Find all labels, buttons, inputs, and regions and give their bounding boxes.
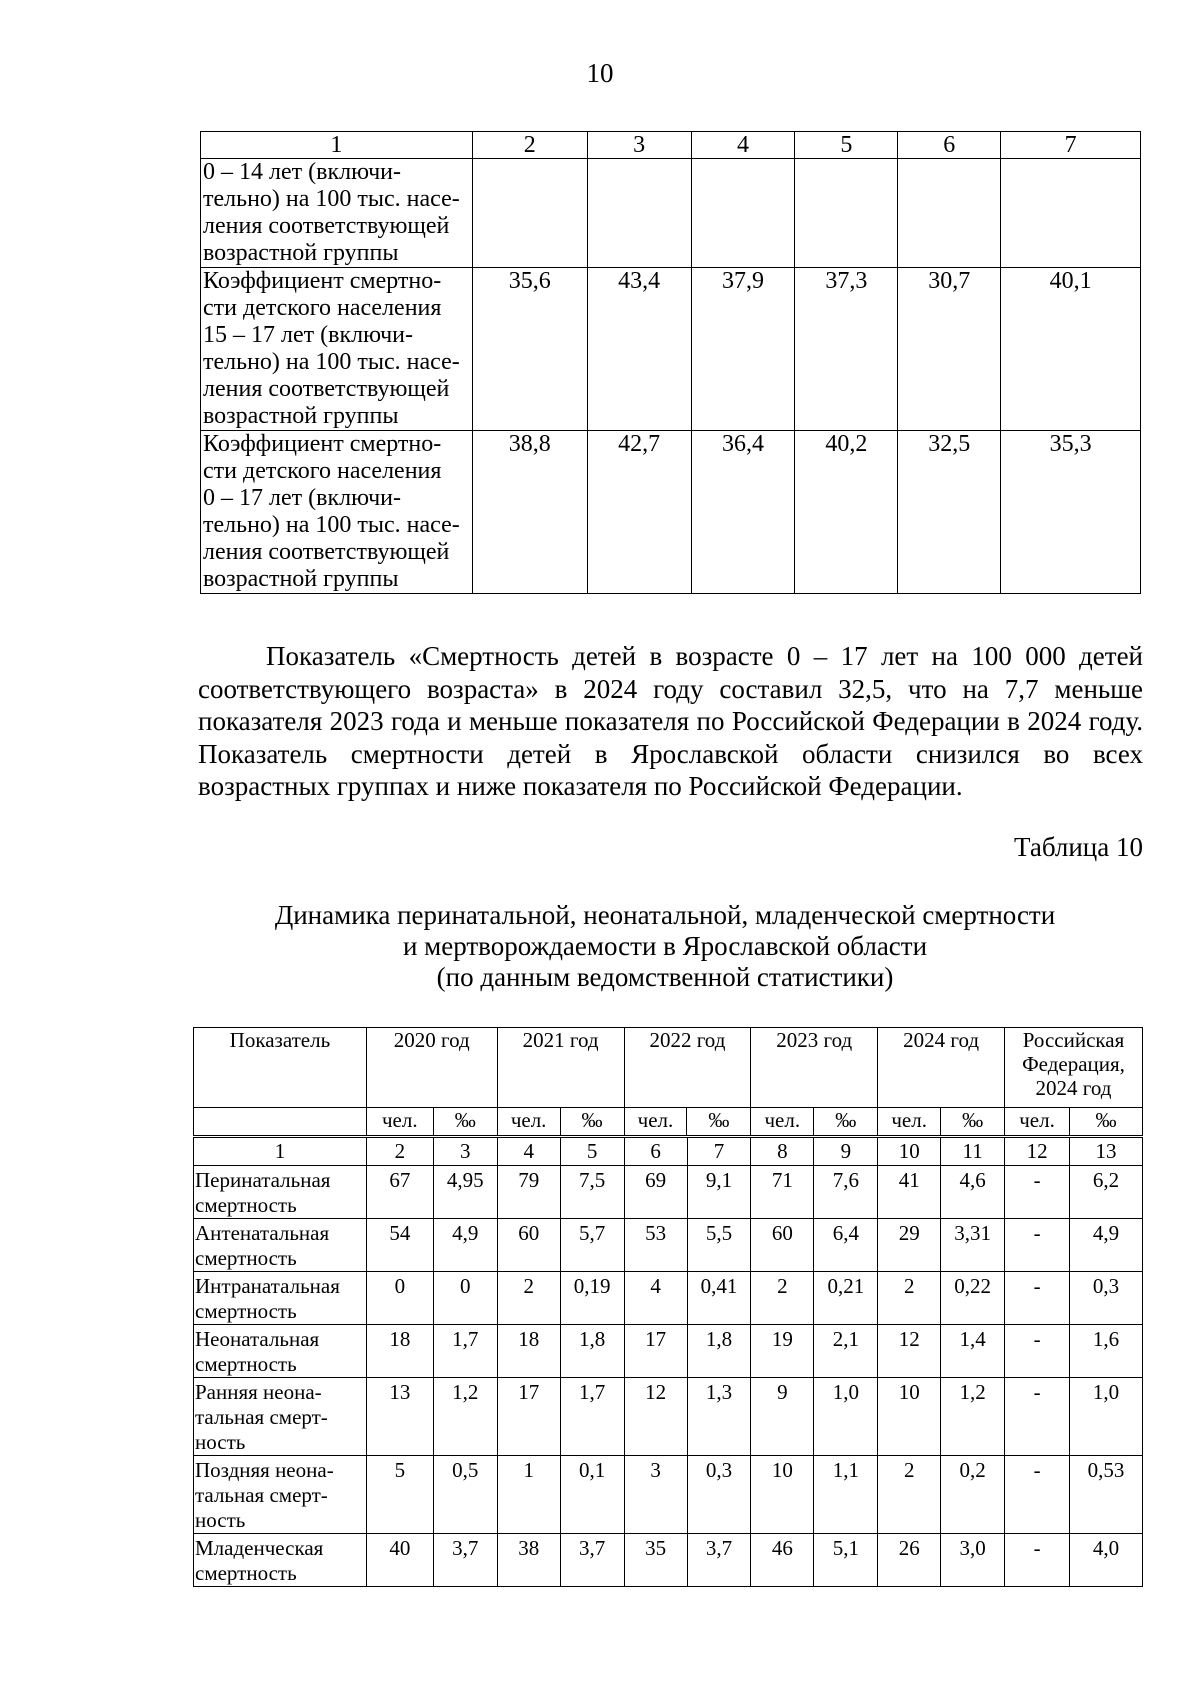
table-row <box>194 1272 1143 1325</box>
column-number-cell: 5 <box>795 132 898 159</box>
child-mortality-table-continued <box>200 131 1141 594</box>
column-number-cell: 8 <box>751 1138 814 1166</box>
value-cell: 35,3 <box>1001 431 1141 594</box>
value-cell: 0,5 <box>433 1456 497 1534</box>
value-cell: 37,9 <box>691 268 795 431</box>
value-cell: 35 <box>624 1534 687 1587</box>
mortality-table-header <box>193 1027 1143 1136</box>
value-cell: 0,53 <box>1070 1456 1143 1534</box>
value-cell: 17 <box>497 1378 560 1456</box>
unit-people-cell: чел. <box>497 1108 560 1136</box>
row-label-cell: 0 – 14 лет (включи- тельно) на 100 тыс. насе- ления соответствующей возрастной группы <box>201 159 473 268</box>
value-cell <box>691 159 795 268</box>
table-row <box>201 268 1141 431</box>
value-cell: 5,5 <box>687 1219 751 1272</box>
value-cell: 0,3 <box>1070 1272 1143 1325</box>
value-cell: - <box>1005 1272 1070 1325</box>
value-cell: 10 <box>878 1378 941 1456</box>
unit-permille-cell: ‰ <box>1070 1108 1143 1136</box>
column-number-cell: 3 <box>433 1138 497 1166</box>
value-cell: 1,1 <box>814 1456 878 1534</box>
value-cell: 0,3 <box>687 1456 751 1534</box>
value-cell: 2,1 <box>814 1325 878 1378</box>
column-number-cell: 4 <box>497 1138 560 1166</box>
value-cell: 1,4 <box>941 1325 1005 1378</box>
value-cell: 1,3 <box>687 1378 751 1456</box>
unit-permille-cell: ‰ <box>941 1108 1005 1136</box>
value-cell <box>795 159 898 268</box>
table-title-line-3: (по данным ведомственной статистики) <box>436 962 894 992</box>
value-cell: 3 <box>624 1456 687 1534</box>
value-cell: 2 <box>878 1456 941 1534</box>
table-row <box>194 1325 1143 1378</box>
column-number-cell: 4 <box>691 132 795 159</box>
value-cell: 9,1 <box>687 1166 751 1219</box>
value-cell <box>587 159 691 268</box>
page-number: 10 <box>586 58 614 88</box>
year-header-2022: 2022 год <box>624 1028 751 1108</box>
value-cell: 4,95 <box>433 1166 497 1219</box>
column-number-cell: 2 <box>366 1138 433 1166</box>
value-cell: 1,8 <box>560 1325 624 1378</box>
table-row <box>194 1456 1143 1534</box>
row-label-cell: Интранатальная смертность <box>194 1272 367 1325</box>
value-cell: 4 <box>624 1272 687 1325</box>
summary-paragraph <box>198 640 1143 803</box>
value-cell: 3,0 <box>941 1534 1005 1587</box>
paragraph-text: Показатель «Смертность детей в возрасте 0 – 17 лет на 100 000 детей соответствующего возраста» в 2024 году составил 32,5, что на 7,7 меньше показателя 2023 года и меньше показателя по Российской Федерации в 2024 году. Показатель смертности детей в Ярославской области снизился во всех возрастных группах и ниже показателя по Российской Федерации. <box>198 641 1143 801</box>
value-cell: 60 <box>751 1219 814 1272</box>
value-cell: 43,4 <box>587 268 691 431</box>
value-cell: 1,7 <box>433 1325 497 1378</box>
value-cell: 30,7 <box>898 268 1001 431</box>
value-cell: 40,2 <box>795 431 898 594</box>
value-cell: 1,2 <box>433 1378 497 1456</box>
value-cell: 9 <box>751 1378 814 1456</box>
table-row <box>201 159 1141 268</box>
value-cell: 37,3 <box>795 268 898 431</box>
row-label-cell: Младенческая смертность <box>194 1534 367 1587</box>
table-caption: Таблица 10 <box>1014 832 1143 862</box>
value-cell: - <box>1005 1456 1070 1534</box>
value-cell: 6,4 <box>814 1219 878 1272</box>
value-cell: 4,9 <box>433 1219 497 1272</box>
row-label-cell: Ранняя неона- тальная смерт- ность <box>194 1378 367 1456</box>
value-cell: 3,31 <box>941 1219 1005 1272</box>
value-cell: 2 <box>497 1272 560 1325</box>
value-cell: 18 <box>497 1325 560 1378</box>
value-cell: - <box>1005 1219 1070 1272</box>
value-cell: 2 <box>751 1272 814 1325</box>
value-cell: 5,7 <box>560 1219 624 1272</box>
value-cell: 0,21 <box>814 1272 878 1325</box>
column-number-cell: 5 <box>560 1138 624 1166</box>
value-cell: 46 <box>751 1534 814 1587</box>
value-cell: - <box>1005 1378 1070 1456</box>
row-label-cell: Антенатальная смертность <box>194 1219 367 1272</box>
column-number-cell: 9 <box>814 1138 878 1166</box>
table-title-line-1: Динамика перинатальной, неонатальной, младенческой смертности <box>274 900 1056 930</box>
value-cell: 7,5 <box>560 1166 624 1219</box>
value-cell <box>1001 159 1141 268</box>
unit-people-cell: чел. <box>1005 1108 1070 1136</box>
column-number-cell: 6 <box>624 1138 687 1166</box>
value-cell: 40,1 <box>1001 268 1141 431</box>
unit-people-cell: чел. <box>751 1108 814 1136</box>
value-cell <box>898 159 1001 268</box>
value-cell: 18 <box>366 1325 433 1378</box>
year-header-2021: 2021 год <box>497 1028 624 1108</box>
value-cell: 32,5 <box>898 431 1001 594</box>
value-cell: - <box>1005 1534 1070 1587</box>
row-label-cell: Коэффициент смертно- сти детского населения 0 – 17 лет (включи- тельно) на 100 тыс. насе- ления соответствующей возрастной группы <box>201 431 473 594</box>
value-cell: 36,4 <box>691 431 795 594</box>
year-header-2023: 2023 год <box>751 1028 878 1108</box>
value-cell: 1 <box>497 1456 560 1534</box>
value-cell: 1,7 <box>560 1378 624 1456</box>
row-label-cell: Перинатальная смертность <box>194 1166 367 1219</box>
column-number-cell: 6 <box>898 132 1001 159</box>
value-cell: 38,8 <box>472 431 587 594</box>
value-cell: 67 <box>366 1166 433 1219</box>
value-cell: 60 <box>497 1219 560 1272</box>
value-cell: 53 <box>624 1219 687 1272</box>
column-number-cell: 7 <box>687 1138 751 1166</box>
value-cell: 5,1 <box>814 1534 878 1587</box>
value-cell: 71 <box>751 1166 814 1219</box>
value-cell: 4,6 <box>941 1166 1005 1219</box>
unit-people-cell: чел. <box>366 1108 433 1136</box>
value-cell: 1,2 <box>941 1378 1005 1456</box>
value-cell: 17 <box>624 1325 687 1378</box>
value-cell: 29 <box>878 1219 941 1272</box>
units-row <box>194 1108 1143 1136</box>
value-cell: 41 <box>878 1166 941 1219</box>
row-label-cell: Неонатальная смертность <box>194 1325 367 1378</box>
value-cell: - <box>1005 1166 1070 1219</box>
value-cell: 38 <box>497 1534 560 1587</box>
table-title-line-2: и мертворождаемости в Ярославской области <box>402 931 928 961</box>
value-cell: 1,0 <box>1070 1378 1143 1456</box>
unit-permille-cell: ‰ <box>814 1108 878 1136</box>
indicator-header: Показатель <box>194 1028 367 1108</box>
table-row <box>194 1219 1143 1272</box>
year-header-2020: 2020 год <box>366 1028 497 1108</box>
value-cell: 0 <box>433 1272 497 1325</box>
column-number-cell: 1 <box>194 1138 367 1166</box>
row-label-cell: Поздняя неона- тальная смерт- ность <box>194 1456 367 1534</box>
table-row <box>201 431 1141 594</box>
value-cell: 42,7 <box>587 431 691 594</box>
value-cell <box>472 159 587 268</box>
value-cell: 35,6 <box>472 268 587 431</box>
value-cell: 7,6 <box>814 1166 878 1219</box>
table-row <box>194 1378 1143 1456</box>
value-cell: 13 <box>366 1378 433 1456</box>
value-cell: 0,41 <box>687 1272 751 1325</box>
value-cell: 0 <box>366 1272 433 1325</box>
value-cell: 5 <box>366 1456 433 1534</box>
table-row <box>194 1166 1143 1219</box>
value-cell: 79 <box>497 1166 560 1219</box>
value-cell: 3,7 <box>687 1534 751 1587</box>
value-cell: 26 <box>878 1534 941 1587</box>
column-number-cell: 11 <box>941 1138 1005 1166</box>
mortality-table <box>193 1137 1143 1587</box>
value-cell: 69 <box>624 1166 687 1219</box>
column-number-cell: 3 <box>587 132 691 159</box>
value-cell: 0,22 <box>941 1272 1005 1325</box>
column-number-cell: 7 <box>1001 132 1141 159</box>
column-numbers-row <box>194 1138 1143 1166</box>
value-cell: 2 <box>878 1272 941 1325</box>
value-cell: 1,6 <box>1070 1325 1143 1378</box>
unit-people-cell: чел. <box>878 1108 941 1136</box>
column-number-cell: 10 <box>878 1138 941 1166</box>
value-cell: - <box>1005 1325 1070 1378</box>
value-cell: 0,2 <box>941 1456 1005 1534</box>
unit-permille-cell: ‰ <box>560 1108 624 1136</box>
column-number-cell: 1 <box>201 132 473 159</box>
value-cell: 0,19 <box>560 1272 624 1325</box>
value-cell: 19 <box>751 1325 814 1378</box>
row-label-cell: Коэффициент смертно- сти детского населения 15 – 17 лет (включи- тельно) на 100 тыс. насе- ления соответствующей возрастной группы <box>201 268 473 431</box>
value-cell: 12 <box>624 1378 687 1456</box>
value-cell: 3,7 <box>560 1534 624 1587</box>
column-number-cell: 13 <box>1070 1138 1143 1166</box>
unit-permille-cell: ‰ <box>433 1108 497 1136</box>
year-header-2024: 2024 год <box>878 1028 1005 1108</box>
value-cell: 4,0 <box>1070 1534 1143 1587</box>
value-cell: 54 <box>366 1219 433 1272</box>
value-cell: 12 <box>878 1325 941 1378</box>
unit-people-cell: чел. <box>624 1108 687 1136</box>
column-number-cell: 12 <box>1005 1138 1070 1166</box>
column-number-cell: 2 <box>472 132 587 159</box>
value-cell: 1,8 <box>687 1325 751 1378</box>
table-row <box>194 1534 1143 1587</box>
value-cell: 1,0 <box>814 1378 878 1456</box>
units-blank-cell <box>194 1108 367 1136</box>
unit-permille-cell: ‰ <box>687 1108 751 1136</box>
value-cell: 6,2 <box>1070 1166 1143 1219</box>
value-cell: 0,1 <box>560 1456 624 1534</box>
value-cell: 4,9 <box>1070 1219 1143 1272</box>
table-header-row <box>201 132 1141 159</box>
year-header-rf: Российская Федерация, 2024 год <box>1005 1028 1143 1108</box>
value-cell: 10 <box>751 1456 814 1534</box>
value-cell: 40 <box>366 1534 433 1587</box>
value-cell: 3,7 <box>433 1534 497 1587</box>
